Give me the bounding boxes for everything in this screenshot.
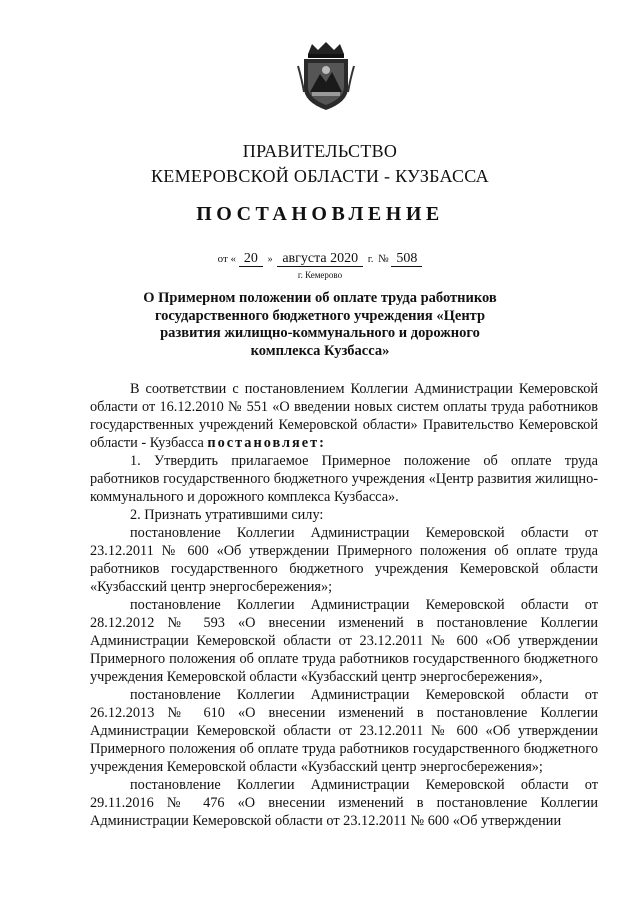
city-name: г. Кемерово: [297, 270, 343, 280]
date-year-suffix: г.: [367, 254, 374, 265]
item-2: 2. Признать утратившими силу:: [130, 507, 324, 523]
document-subject: О Примерном положении об оплате труда работников государственного бюджетного учреждения «Центр развития жилищно-коммунального и дорожного комплекса Кузбасса»: [143, 290, 497, 359]
date-close-quote: »: [267, 254, 273, 265]
repealed-act-4: постановление Коллегии Администрации Кемеровской области от 29.11.2016 № 476 «О внесении изменений в постановление Коллегии Администрации Кемеровской области от 23.12.2011 № 600 «Об утверждении: [90, 777, 598, 829]
resolves-word: постановляет:: [207, 435, 326, 451]
date-month-year: августа 2020: [277, 251, 363, 267]
item-1: 1. Утвердить прилагаемое Примерное положение об оплате труда работников государственного бюджетного учреждения «Центр развития жилищно-коммунального и дорожного комплекса Кузбасса».: [90, 453, 598, 505]
repealed-act-2: постановление Коллегии Администрации Кемеровской области от 28.12.2012 № 593 «О внесении изменений в постановление Коллегии Администрации Кемеровской области от 23.12.2011 № 600 «Об утверждении Примерного положения об оплате труда работников государственного бюджетного учреждения Кемеровской области «Кузбасский центр энергосбережения»,: [90, 597, 598, 685]
government-name-line1: ПРАВИТЕЛЬСТВО: [242, 141, 398, 161]
repealed-act-3: постановление Коллегии Администрации Кемеровской области от 26.12.2013 № 610 «О внесении изменений в постановление Коллегии Администрации Кемеровской области от 23.12.2011 № 600 «Об утверждении Примерного положения об оплате труда работников государственного бюджетного учреждения Кемеровской области «Кузбасский центр энергосбережения»;: [90, 687, 598, 775]
date-day: 20: [239, 251, 263, 267]
document-type-title: ПОСТАНОВЛЕНИЕ: [196, 203, 444, 225]
preamble-paragraph: [90, 380, 598, 452]
repealed-act-1: постановление Коллегии Администрации Кемеровской области от 23.12.2011 № 600 «Об утверждении Примерного положения об оплате труда работников государственного бюджетного учреждения Кемеровской области «Кузбасский центр энергосбережения»;: [90, 525, 598, 595]
preamble-text: В соответствии с постановлением Коллегии Администрации Кемеровской области от 16.12.2010 № 551 «О введении новых систем оплаты труда работников государственных учреждений Кемеровской области» Правительство Кемеровской области - Кузбасса: [90, 381, 598, 451]
document-number: 508: [391, 251, 422, 267]
coat-of-arms-icon: [296, 40, 356, 112]
government-name-line2: КЕМЕРОВСКОЙ ОБЛАСТИ - КУЗБАССА: [151, 166, 489, 186]
dateline: [0, 251, 640, 267]
date-from-label: от «: [217, 253, 237, 265]
document-body: [90, 380, 598, 830]
number-label: №: [378, 253, 389, 265]
